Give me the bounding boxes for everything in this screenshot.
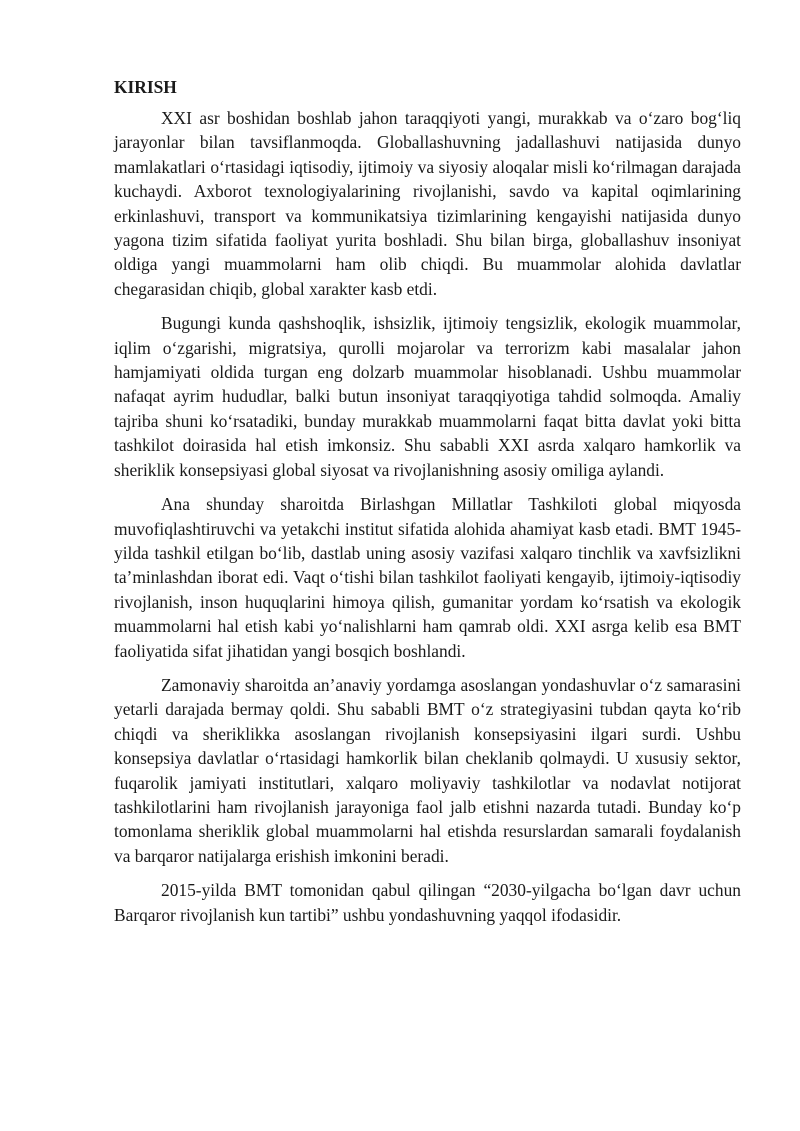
paragraph-1: XXI asr boshidan boshlab jahon taraqqiyoti yangi, murakkab va o‘zaro bog‘liq jarayonlar bilan tavsiflanmoqda. Globallashuvning jadallashuvi natijasida dunyo mamlakatlari o‘rtasidagi iqtisodiy, ijtimoiy va siyosiy aloqalar misli ko‘rilmagan darajada kuchaydi. Axborot texnologiyalarining rivojlanishi, savdo va kapital oqimlarining erkinlashuvi, transport va kommunikatsiya tizimlarining kengayishi natijasida dunyo yagona tizim sifatida faoliyat yurita boshladi. Shu bilan birga, globallashuv insoniyat oldiga yangi muammolarni ham olib chiqdi. Bu muammolar alohida davlatlar chegarasidan chiqib, global xarakter kasb etdi. (114, 108, 741, 299)
paragraph-3: Ana shunday sharoitda Birlashgan Millatlar Tashkiloti global miqyosda muvofiqlashtiruvchi va yetakchi institut sifatida alohida ahamiyat kasb etadi. BMT 1945-yilda tashkil etilgan bo‘lib, dastlab uning asosiy vazifasi xalqaro tinchlik va xavfsizlikni ta’minlashdan iborat edi. Vaqt o‘tishi bilan tashkilot faoliyati kengayib, ijtimoiy-iqtisodiy rivojlanish, inson huquqlarini himoya qilish, gumanitar yordam ko‘rsatish va ekologik muammolarni hal etish kabi yo‘nalishlarni ham qamrab oldi. XXI asrga kelib esa BMT faoliyatida sifat jihatidan yangi bosqich boshlandi. (114, 494, 741, 661)
document-page (114, 72, 741, 927)
paragraph-4: Zamonaviy sharoitda an’anaviy yordamga asoslangan yondashuvlar o‘z samarasini yetarli darajada bermay qoldi. Shu sababli BMT o‘z strategiyasini tubdan qayta ko‘rib chiqdi va sheriklikka asoslangan rivojlanish konsepsiyasini ilgari surdi. Ushbu konsepsiya davlatlar o‘rtasidagi hamkorlik bilan cheklanib qolmaydi. U xususiy sektor, fuqarolik jamiyati institutlari, xalqaro moliyaviy tashkilotlar va nodavlat notijorat tashkilotlarini ham rivojlanish jarayoniga faol jalb etishni nazarda tutadi. Bunday ko‘p tomonlama sheriklik global muammolarni hal etishda resurslardan samarali foydalanish va barqaror natijalarga erishish imkonini beradi. (114, 674, 741, 866)
section-heading: KIRISH (114, 77, 177, 97)
paragraph-5: 2015-yilda BMT tomonidan qabul qilingan “2030-yilgacha bo‘lgan davr uchun Barqaror rivojlanish kun tartibi” ushbu yondashuvning yaqqol ifodasidir. (114, 880, 741, 925)
paragraph-2: Bugungi kunda qashshoqlik, ishsizlik, ijtimoiy tengsizlik, ekologik muammolar, iqlim o‘zgarishi, migratsiya, qurolli mojarolar va terrorizm kabi masalalar jahon hamjamiyati oldida turgan eng dolzarb muammolar hisoblanadi. Ushbu muammolar nafaqat ayrim hududlar, balki butun insoniyat taraqqiyotiga tahdid solmoqda. Amaliy tajriba shuni ko‘rsatadiki, bunday murakkab muammolarni faqat bitta davlat yoki bitta tashkilot doirasida hal etish imkonsiz. Shu sababli XXI asrda xalqaro hamkorlik va sheriklik konsepsiyasi global siyosat va rivojlanishning asosiy omiliga aylandi. (114, 313, 741, 480)
